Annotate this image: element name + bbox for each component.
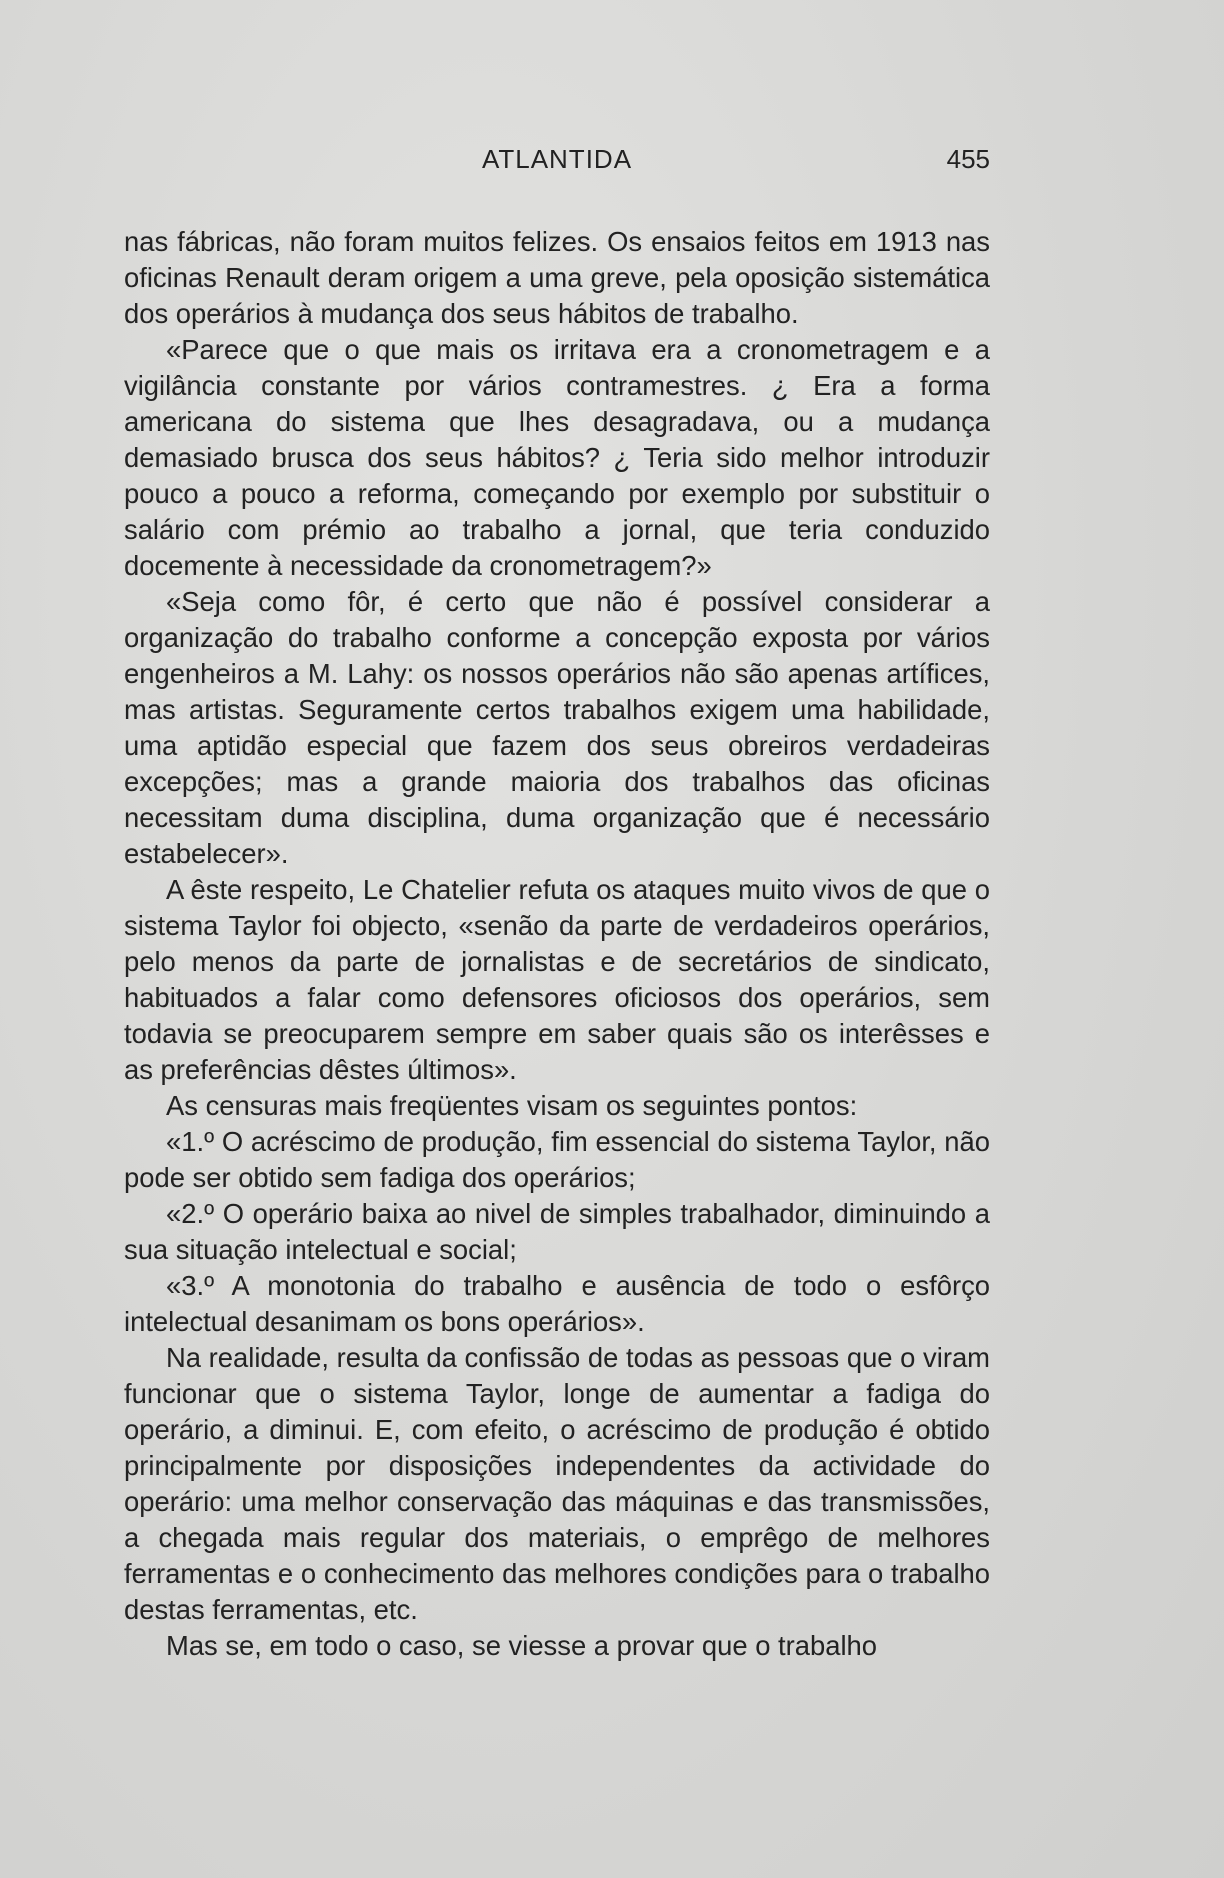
page-number: 455	[946, 144, 990, 174]
paragraph: «Parece que o que mais os irritava era a cronometragem e a vigilância constante por vários contramestres. ¿ Era a forma americana do sistema que lhes desagradava, ou a mudança demasiado brusca dos seus hábitos? ¿ Teria sido melhor introduzir pouco a pouco a reforma, começando por exemplo por substituir o salário com prémio ao trabalho a jornal, que teria conduzido docemente à necessidade da cronometragem?»	[124, 334, 990, 581]
paragraph: As censuras mais freqüentes visam os seguintes pontos:	[166, 1090, 858, 1121]
paragraph: Mas se, em todo o caso, se viesse a provar que o trabalho	[166, 1630, 878, 1661]
running-head	[124, 140, 990, 180]
list-item: «3.º A monotonia do trabalho e ausência de todo o esfôrço intelectual desanimam os bons operários».	[124, 1270, 990, 1337]
paragraph: nas fábricas, não foram muitos felizes. Os ensaios feitos em 1913 nas oficinas Renault deram origem a uma greve, pela oposição sistemática dos operários à mudança dos seus hábitos de trabalho.	[124, 226, 990, 329]
paragraph: A êste respeito, Le Chatelier refuta os ataques muito vivos de que o sistema Taylor foi objecto, «senão da parte de verdadeiros operários, pelo menos da parte de jornalistas e de secretários de sindicato, habituados a falar como defensores oficiosos dos operários, sem todavia se preocuparem sempre em saber quais são os interêsses e as preferências dêstes últimos».	[124, 874, 990, 1085]
running-title: ATLANTIDA	[481, 144, 633, 174]
book-page	[124, 140, 990, 1664]
list-item: «2.º O operário baixa ao nivel de simples trabalhador, diminuindo a sua situação intelectual e social;	[124, 1198, 990, 1265]
paragraph: «Seja como fôr, é certo que não é possível considerar a organização do trabalho conforme a concepção exposta por vários engenheiros a M. Lahy: os nossos operários não são apenas artífices, mas artistas. Seguramente certos trabalhos exigem uma habilidade, uma aptidão especial que fazem dos seus obreiros verdadeiras excepções; mas a grande maioria dos trabalhos das oficinas necessitam duma disciplina, duma organização que é necessário estabelecer».	[124, 586, 990, 869]
paragraph: Na realidade, resulta da confissão de todas as pessoas que o viram funcionar que o sistema Taylor, longe de aumentar a fadiga do operário, a diminui. E, com efeito, o acréscimo de produção é obtido principalmente por disposições independentes da actividade do operário: uma melhor conservação das máquinas e das transmissões, a chegada mais regular dos materiais, o emprêgo de melhores ferramentas e o conhecimento das melhores condições para o trabalho destas ferramentas, etc.	[124, 1342, 990, 1625]
body-text	[124, 224, 990, 1664]
list-item: «1.º O acréscimo de produção, fim essencial do sistema Taylor, não pode ser obtido sem fadiga dos operários;	[124, 1126, 990, 1193]
